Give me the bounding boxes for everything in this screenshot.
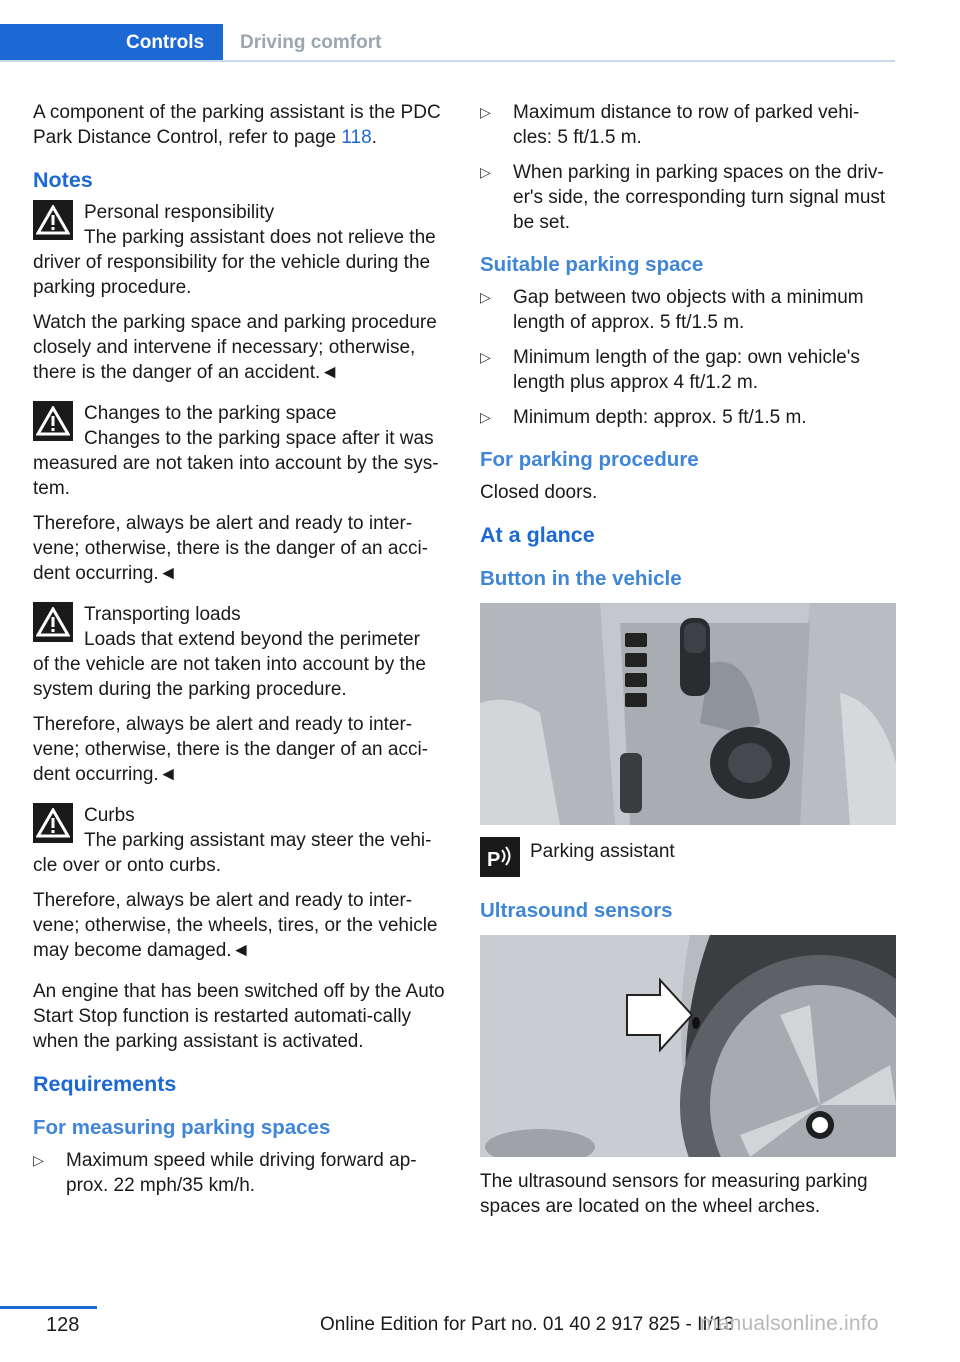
parking-assistant-label: Parking assistant xyxy=(530,841,675,862)
warning-personal-responsibility xyxy=(33,200,449,385)
intro-end: . xyxy=(371,127,377,148)
warning-title: Changes to the parking space xyxy=(84,403,337,424)
wheel-arch-photo xyxy=(480,935,896,1157)
list-item xyxy=(480,405,896,430)
tab-driving-comfort[interactable]: Driving comfort xyxy=(240,32,382,53)
warning-text-para2: Therefore, always be alert and ready to inter-vene; otherwise, there is the danger of an acci-dent occurring.◄ xyxy=(33,714,429,785)
page-number-rule xyxy=(0,1306,97,1309)
warning-text-first: The parking assistant may steer the vehi- xyxy=(84,830,432,851)
list-item xyxy=(480,345,896,395)
warning-text-first: Changes to the parking space after it was xyxy=(84,428,434,449)
requirements-heading: Requirements xyxy=(33,1072,177,1096)
center-console-photo xyxy=(480,603,896,825)
list-item xyxy=(480,100,896,150)
procedure-text: Closed doors. xyxy=(480,482,598,503)
watermark: manualsonline.info xyxy=(700,1312,879,1335)
list-item-text: Minimum length of the gap: own vehicle's length plus approx 4 ft/1.2 m. xyxy=(513,347,860,393)
measuring-heading: For measuring parking spaces xyxy=(33,1116,331,1139)
bullet-triangle-icon: ▷ xyxy=(480,409,491,425)
page-number: 128 xyxy=(46,1314,80,1336)
button-heading: Button in the vehicle xyxy=(480,567,682,590)
suitable-heading: Suitable parking space xyxy=(480,253,704,276)
bullet-triangle-icon: ▷ xyxy=(480,349,491,365)
warning-icon xyxy=(33,803,73,843)
warning-title: Curbs xyxy=(84,805,135,826)
intro-text: A component of the parking assistant is the PDC Park Distance Control, refer to page xyxy=(33,102,441,148)
list-item-text: When parking in parking spaces on the driv-er's side, the corresponding turn signal must be set. xyxy=(513,162,886,233)
bullet-triangle-icon: ▷ xyxy=(480,164,491,180)
ultrasound-paragraph: The ultrasound sensors for measuring parking spaces are located on the wheel arches. xyxy=(480,1171,868,1217)
list-item-text: Maximum distance to row of parked vehi-cles: 5 ft/1.5 m. xyxy=(513,102,860,148)
warning-curbs xyxy=(33,803,449,963)
list-item xyxy=(480,160,896,235)
warning-changes-parking-space xyxy=(33,401,449,586)
warning-icon xyxy=(33,602,73,642)
intro-paragraph xyxy=(33,100,449,150)
warning-text-rest: cle over or onto curbs. xyxy=(33,855,221,876)
ultrasound-heading: Ultrasound sensors xyxy=(480,899,673,922)
warning-text-para2: Therefore, always be alert and ready to inter-vene; otherwise, the wheels, tires, or the vehicle may become damaged.◄ xyxy=(33,890,438,961)
warning-title: Transporting loads xyxy=(84,604,241,625)
list-item-text: Minimum depth: approx. 5 ft/1.5 m. xyxy=(513,407,807,428)
parking-assistant-button-legend xyxy=(480,837,896,881)
warning-text-first: Loads that extend beyond the perimeter xyxy=(84,629,420,650)
left-column xyxy=(33,100,449,1208)
bullet-triangle-icon: ▷ xyxy=(480,104,491,120)
svg-text:P: P xyxy=(487,849,501,871)
warning-text-rest: driver of responsibility for the vehicle during the parking procedure. xyxy=(33,252,431,298)
list-item-text: Gap between two objects with a minimum length of approx. 5 ft/1.5 m. xyxy=(513,287,864,333)
glance-heading: At a glance xyxy=(480,523,595,547)
warning-text-first: The parking assistant does not relieve the xyxy=(84,227,436,248)
parking-assistant-icon xyxy=(480,837,520,877)
warning-icon xyxy=(33,200,73,240)
procedure-heading: For parking procedure xyxy=(480,448,699,471)
list-item-text: Maximum speed while driving forward ap-prox. 22 mph/35 km/h. xyxy=(66,1150,417,1196)
warning-title: Personal responsibility xyxy=(84,202,275,223)
bullet-triangle-icon: ▷ xyxy=(33,1152,44,1168)
warning-text-rest: of the vehicle are not taken into account by the system during the parking procedure. xyxy=(33,654,426,700)
bullet-triangle-icon: ▷ xyxy=(480,289,491,305)
list-item xyxy=(33,1148,449,1198)
list-item xyxy=(480,285,896,335)
page-link[interactable]: 118 xyxy=(341,127,372,148)
edition-footer: Online Edition for Part no. 01 40 2 917 825 - II/13 xyxy=(320,1314,735,1335)
warning-text-para2: Watch the parking space and parking procedure closely and intervene if necessary; otherwise, there is the danger of an accident.◄ xyxy=(33,312,437,383)
notes-heading: Notes xyxy=(33,168,93,192)
engine-paragraph: An engine that has been switched off by the Auto Start Stop function is restarted automati-cally when the parking assistant is activated. xyxy=(33,981,445,1052)
warning-icon xyxy=(33,401,73,441)
header-rule xyxy=(0,60,895,62)
right-column xyxy=(480,100,896,1229)
tab-controls[interactable]: Controls xyxy=(0,24,223,62)
warning-text-rest: measured are not taken into account by the sys-tem. xyxy=(33,453,439,499)
warning-transporting-loads xyxy=(33,602,449,787)
warning-text-para2: Therefore, always be alert and ready to inter-vene; otherwise, there is the danger of an acci-dent occurring.◄ xyxy=(33,513,429,584)
